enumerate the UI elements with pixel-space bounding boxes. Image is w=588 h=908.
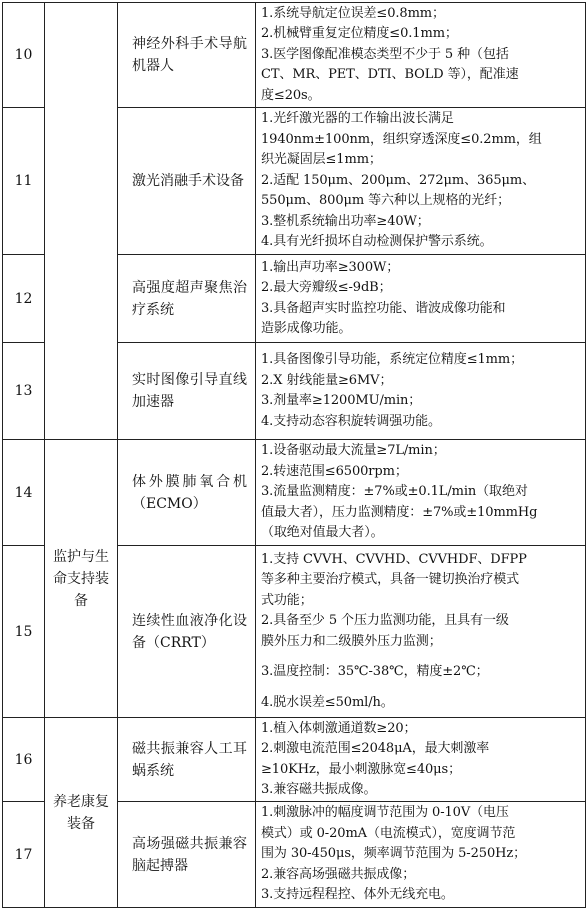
spec-line: 1.输出声功率≥300W；	[261, 259, 400, 275]
row-number: 17	[3, 802, 45, 908]
row-number: 13	[3, 343, 45, 440]
spec-line: 3.流量监测精度：±7%或±0.1L/min（取绝对	[261, 484, 528, 500]
spec-line: ≥10KHz，最小刺激脉宽≤40μs；	[261, 761, 461, 777]
spec-cell	[256, 343, 586, 440]
spec-line: 膜外压力和二级膜外压力监测；	[261, 633, 442, 649]
spec-cell	[256, 802, 586, 908]
spec-line: 3.剂量率≥1200MU/min；	[261, 393, 422, 408]
equipment-name: 激光消融手术设备	[118, 108, 256, 255]
equipment-name: 连续性血液净化设备（CRRT）	[118, 546, 256, 718]
spec-line: 织光凝固层≤1mm；	[261, 152, 382, 168]
spec-line: 造影成像功能。	[261, 321, 352, 336]
row-number: 15	[3, 546, 45, 718]
equipment-name: 神经外科手术导航机器人	[118, 3, 256, 108]
spec-line: 1.支持 CVVH、CVVHD、CVVHDF、DFPP	[261, 551, 527, 567]
spec-cell	[256, 718, 586, 802]
spec-line: 模式）或 0-20mA（电流模式），宽度调节范	[261, 825, 516, 841]
spec-line: 2.适配 150μm、200μm、272μm、365μm、	[261, 172, 535, 188]
spec-cell	[256, 3, 586, 108]
equipment-name: 高强度超声聚焦治疗系统	[118, 255, 256, 343]
spec-cell	[256, 546, 586, 718]
spec-line: 1.系统导航定位误差≤0.8mm；	[261, 5, 445, 21]
spec-line: 2.兼容高场强磁共振成像；	[261, 866, 416, 882]
spec-line: 3.兼容磁共振成像。	[261, 782, 377, 797]
row-number: 10	[3, 3, 45, 108]
spec-line: 4.具有光纤损坏自动检测保护警示系统。	[261, 234, 493, 250]
spec-line: CT、MR、PET、DTI、BOLD 等），配准速	[261, 67, 519, 83]
spec-line: 3.整机系统输出功率≥40W；	[261, 213, 430, 229]
spec-line: 1.光纤激光器的工作输出波长满足	[261, 111, 454, 127]
spec-line: 式功能；	[261, 592, 313, 608]
spec-line: 1.设备驱动最大流量≥7L/min；	[261, 443, 446, 459]
spec-line: 550μm、800μm 等六种以上规格的光纤；	[261, 193, 511, 209]
table-row	[3, 718, 586, 802]
table-row	[3, 3, 586, 108]
spec-line: 3.支持远程程控、体外无线充电。	[261, 887, 454, 903]
equipment-name: 体外膜肺氧合机（ECMO）	[118, 440, 256, 546]
spec-line: 3.温度控制：35℃-38℃，精度±2℃；	[261, 664, 489, 680]
spec-cell	[256, 440, 586, 546]
spec-line: 等多种主要治疗模式，具备一键切换治疗模式	[261, 572, 520, 588]
spec-line: 1940nm±100nm，组织穿透深度≤0.2mm，组	[261, 131, 542, 147]
table-row	[3, 440, 586, 546]
equipment-name: 高场强磁共振兼容脑起搏器	[118, 802, 256, 908]
spec-line: 1.刺激脉冲的幅度调节范围为 0-10V（电压	[261, 805, 509, 821]
spec-line: 3.医学图像配准模态类型不少于 5 种（包括	[261, 46, 509, 62]
row-number: 16	[3, 718, 45, 802]
equipment-name: 实时图像引导直线加速器	[118, 343, 256, 440]
category-cell-continued	[45, 3, 118, 440]
spec-line: 4.脱水误差≤50ml/h。	[261, 694, 394, 710]
spec-line: 2.具备至少 5 个压力监测功能，且具有一级	[261, 613, 509, 629]
spec-line: 围为 30-450μs，频率调节范围为 5-250Hz；	[261, 846, 526, 862]
spec-line: 2.刺激电流范围≤2048μA，最大刺激率	[261, 741, 490, 756]
category-cell: 养老康复装备	[45, 718, 118, 908]
spec-line: 2.最大旁瓣级≤-9dB；	[261, 280, 392, 295]
spec-cell	[256, 255, 586, 343]
spec-line: 1.具备图像引导功能，系统定位精度≤1mm；	[261, 352, 524, 367]
spec-line: 度≤20s。	[261, 87, 321, 103]
spec-line: 1.植入体刺激通道数≥20；	[261, 720, 417, 736]
row-number: 14	[3, 440, 45, 546]
spec-line: 4.支持动态容积旋转调强功能。	[261, 413, 441, 429]
equipment-name: 磁共振兼容人工耳蜗系统	[118, 718, 256, 802]
equipment-spec-table	[2, 2, 586, 908]
spec-line: 3.具备超声实时监控功能、谐波成像功能和	[261, 300, 506, 316]
spec-line: （取绝对值最大者）。	[261, 525, 384, 541]
category-cell: 监护与生命支持装备	[45, 440, 118, 718]
spec-line: 2.X 射线能量≥6MV；	[261, 372, 393, 388]
row-number: 11	[3, 108, 45, 255]
row-number: 12	[3, 255, 45, 343]
spec-line: 值最大者），压力监测精度：±7%或±10mmHg	[261, 504, 538, 520]
spec-cell	[256, 108, 586, 255]
spec-line: 2.机械臂重复定位精度≤0.1mm；	[261, 26, 458, 42]
spec-line: 2.转速范围≤6500rpm；	[261, 463, 408, 479]
